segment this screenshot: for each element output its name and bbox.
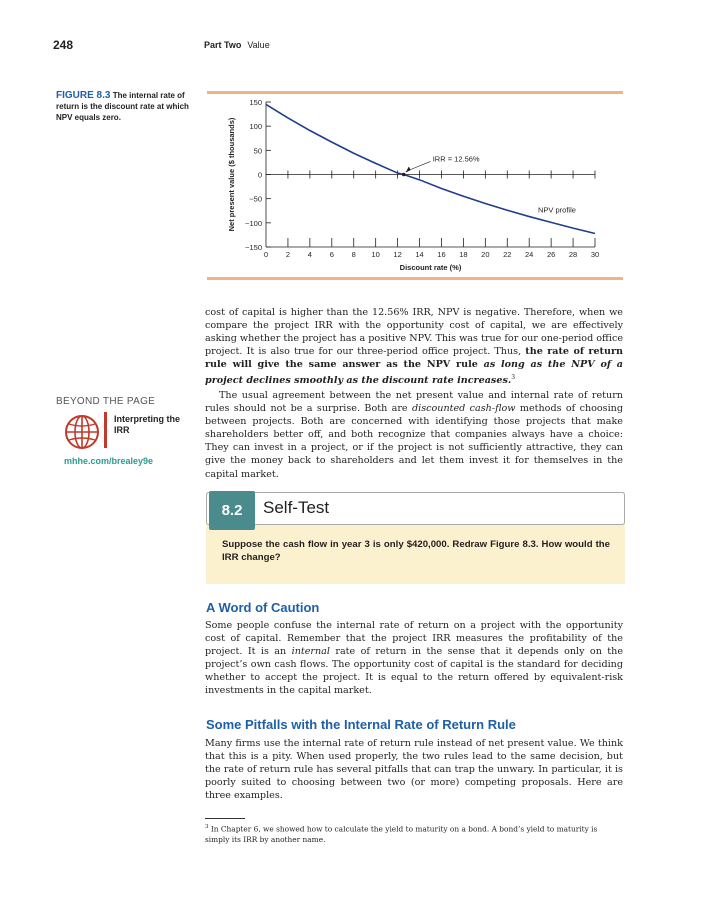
irr-arrowhead	[406, 167, 411, 173]
figure-caption	[56, 90, 196, 123]
chart-top-rule	[207, 91, 623, 94]
para1-bold-italic: as long as the NPV of a project declines smoothly as the discount rate increases.	[205, 359, 623, 387]
figure-caption-text: The internal rate of return is the discount rate at which NPV equals zero.	[56, 91, 189, 122]
x-tick-label: 20	[481, 250, 490, 259]
x-axis-label: Discount rate (%)	[399, 263, 462, 272]
caution-text: Some people confuse the internal rate of return on a project with the opportunity cost of capital. Remember that the project IRR measures the profitability of the project. It is an	[205, 620, 623, 658]
x-tick-label: 2	[285, 250, 291, 259]
chart-svg	[207, 91, 623, 283]
x-tick-label: 28	[568, 250, 578, 259]
y-tick-label: −50	[249, 194, 262, 204]
y-tick-label: −150	[245, 243, 262, 252]
chart-bottom-rule	[207, 277, 623, 280]
beyond-url-link[interactable]: mhhe.com/brealey9e	[64, 456, 154, 466]
running-head	[204, 40, 270, 50]
beyond-topic[interactable]	[114, 414, 180, 436]
y-axis-label: Net present value ($ thousands)	[227, 117, 236, 232]
para2-text: The usual agreement between the net present value and internal rate of return rules should not be a surprise. Both are	[205, 390, 623, 415]
x-tick-label: 12	[393, 250, 402, 259]
heading-word-of-caution: A Word of Caution	[206, 600, 320, 615]
x-tick-label: 16	[437, 250, 446, 259]
x-tick-label: 26	[546, 250, 556, 259]
beyond-the-page-heading: BEYOND THE PAGE	[56, 396, 156, 407]
x-tick-label: 4	[307, 250, 312, 259]
self-test-question: Suppose the cash flow in year 3 is only $420,000. Redraw Figure 8.3. How would the IRR change?	[222, 539, 610, 563]
footnote	[205, 822, 623, 845]
caution-italic: internal	[291, 646, 330, 658]
x-tick-label: 8	[351, 250, 356, 259]
beyond-topic-line2: IRR	[114, 425, 130, 435]
x-tick-label: 24	[525, 250, 534, 259]
x-tick-label: 10	[371, 250, 380, 259]
para2-text-end: methods of choosing between projects. Both are concerned with identifying those projects that make shareholders better off, and both recognize that companies always have a choice: They can invest in a project, or if the project is not sufficiently attractive, they can give the money back to shareholders and let them invest it for themselves in the capital market.	[205, 403, 623, 480]
figure-label: FIGURE 8.3	[56, 90, 111, 101]
paragraph-caution	[205, 619, 623, 698]
x-tick-label: 18	[459, 250, 468, 259]
part-title: Value	[247, 40, 270, 50]
self-test-header	[206, 492, 625, 525]
para2-italic: discounted cash-flow	[411, 403, 516, 415]
globe-icon	[64, 414, 100, 450]
para1-bold: the rate of return rule will give the same answer as the NPV rule	[205, 346, 623, 371]
series-label: NPV profile	[537, 205, 576, 215]
footnote-rule	[205, 818, 245, 819]
footnote-number: 3	[205, 824, 209, 830]
y-tick-label: 100	[249, 122, 262, 132]
self-test-title: Self-Test	[263, 498, 330, 517]
y-tick-label: 0	[257, 170, 262, 180]
x-tick-label: 30	[590, 250, 600, 259]
x-tick-label: 22	[503, 250, 512, 259]
x-tick-label: 14	[415, 250, 424, 259]
irr-annotation: IRR = 12.56%	[432, 154, 480, 164]
heading-pitfalls: Some Pitfalls with the Internal Rate of Return Rule	[206, 717, 516, 732]
footnote-text: In Chapter 6, we showed how to calculate the yield to maturity on a bond. A bond’s yield to maturity is simply its IRR by another name.	[205, 824, 598, 844]
beyond-the-page-box	[56, 396, 186, 466]
para1-text: cost of capital is higher than the 12.56% IRR, NPV is negative. Therefore, when we compare the project IRR with the opportunity cost of capital, we are effectively asking whether the project has a positive NPV. This was true for our one-period office project. It is also true for our three-period office project. Thus,	[205, 307, 623, 358]
caution-text-end: rate of return in the sense that it depends only on the project’s own cash flows. The opportunity cost of capital is the standard for deciding whether to accept the project. It is equal to the return offered by equivalent-risk investments in the capital market.	[205, 646, 624, 697]
self-test-box	[206, 492, 625, 584]
page-number: 248	[53, 38, 74, 52]
y-tick-label: −100	[245, 218, 262, 228]
beyond-topic-line1: Interpreting the	[114, 414, 181, 424]
y-tick-label: 50	[253, 146, 262, 156]
self-test-number: 8.2	[209, 491, 255, 530]
beyond-divider	[104, 412, 107, 448]
npv-profile-chart	[207, 91, 623, 283]
x-tick-label: 6	[329, 250, 334, 259]
paragraph-npv-irr	[205, 306, 623, 388]
paragraph-agreement	[205, 389, 623, 481]
y-tick-label: 150	[249, 98, 262, 107]
part-label: Part Two	[204, 40, 242, 50]
paragraph-pitfalls: Many firms use the internal rate of return rule instead of net present value. We think that this is a pity. When used properly, the two rules lead to the same decision, but the rate of return rule has several pitfalls that can trap the unwary. In particular, it is poorly suited to choosing between two (or more) competing proposals. Here are three examples.	[205, 738, 623, 802]
footnote-ref[interactable]: 3	[511, 374, 516, 382]
irr-point	[402, 173, 406, 177]
x-tick-label: 0	[263, 250, 269, 259]
